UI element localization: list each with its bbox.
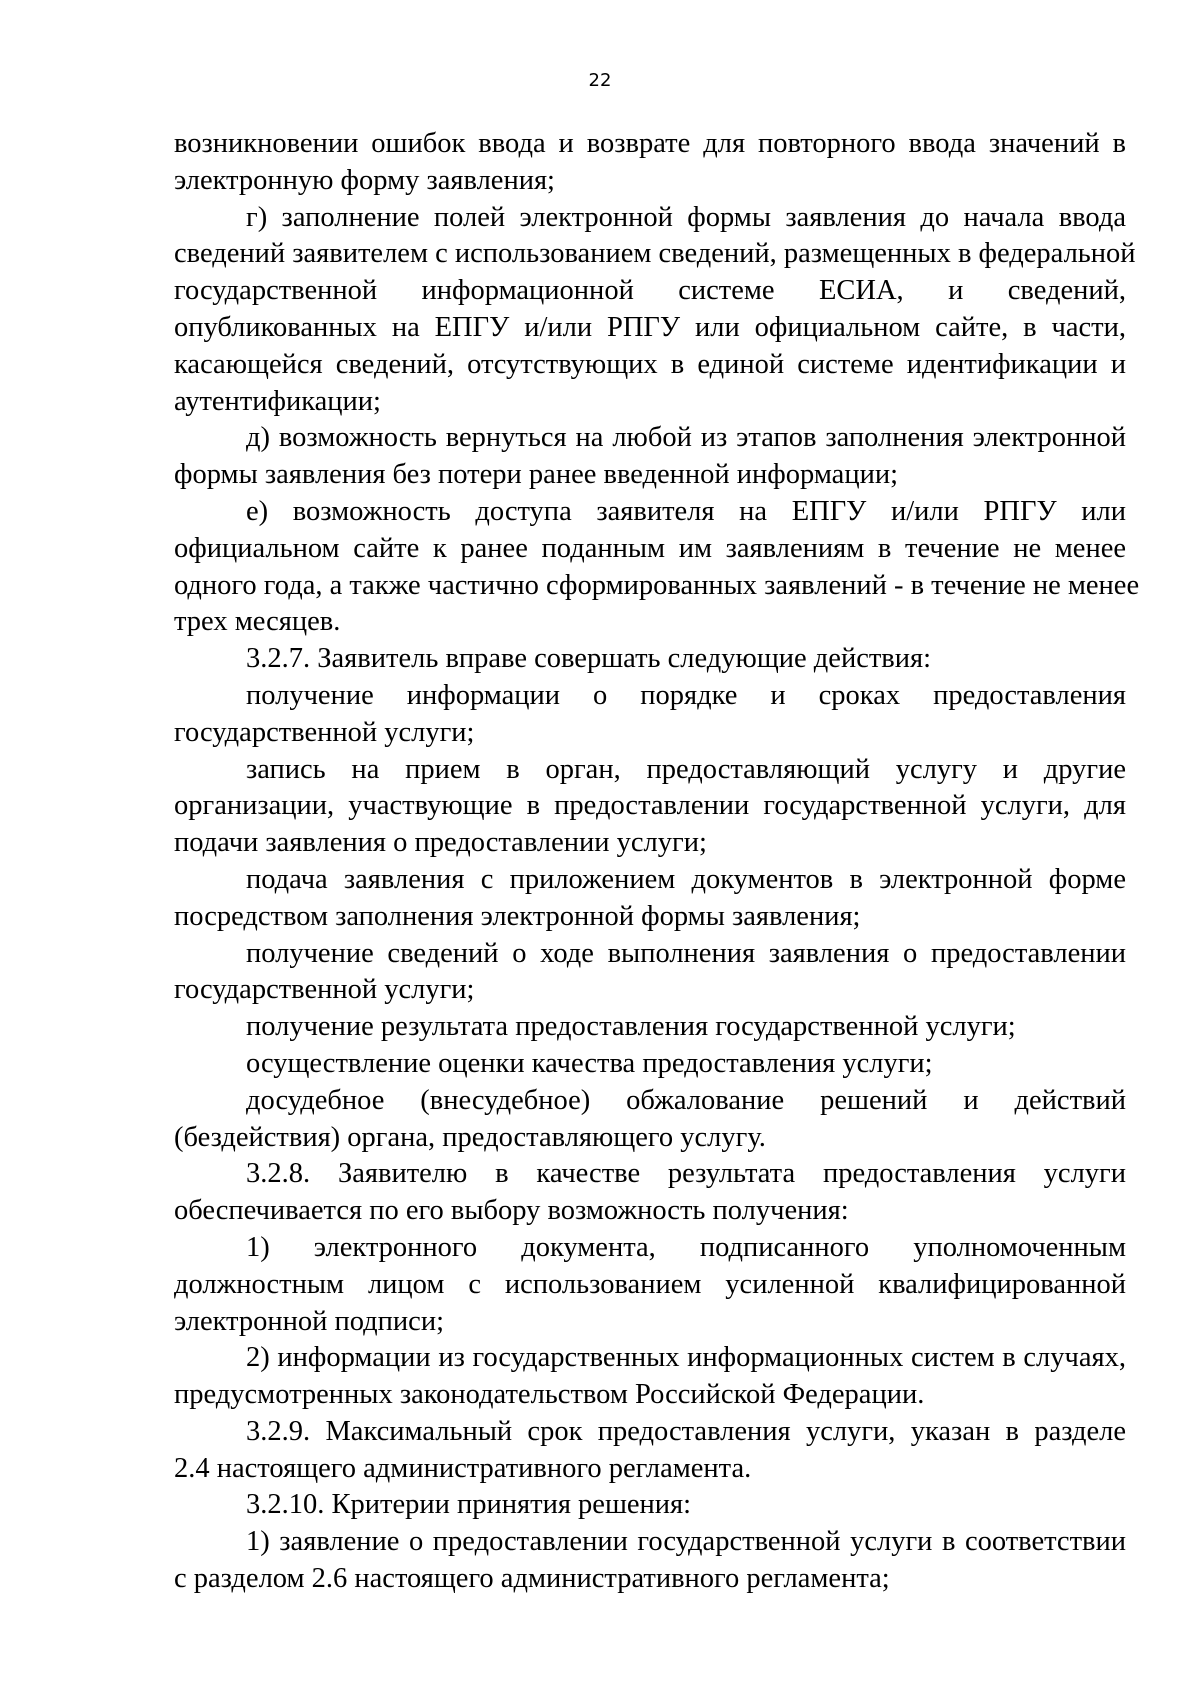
text-line: д) возможность вернуться на любой из этапов заполнения электронной <box>246 422 1126 454</box>
paragraph <box>174 862 1126 936</box>
text-line: 3.2.8. Заявителю в качестве результата предоставления услуги <box>246 1158 1126 1190</box>
paragraph <box>174 1083 1126 1157</box>
text-line: 2) информации из государственных информационных систем в случаях, <box>246 1342 1126 1374</box>
text-line: 1) электронного документа, подписанного уполномоченным <box>246 1231 1126 1263</box>
paragraph <box>174 641 1126 678</box>
page-number: 22 <box>588 70 612 91</box>
text-line: электронную форму заявления; <box>174 164 555 196</box>
text-line: аутентификации; <box>174 385 381 417</box>
text-line: официальном сайте к ранее поданным им заявлениям в течение не менее <box>174 532 1126 564</box>
text-line: предусмотренных законодательством Российской Федерации. <box>174 1379 925 1411</box>
document-body <box>174 126 1140 1598</box>
text-line: формы заявления без потери ранее введенной информации; <box>174 459 898 491</box>
paragraph <box>174 1230 1126 1340</box>
text-line: посредством заполнения электронной формы заявления; <box>174 900 861 932</box>
text-line: электронной подписи; <box>174 1305 444 1337</box>
paragraph <box>174 1156 1126 1230</box>
paragraph <box>174 1524 1126 1598</box>
paragraph <box>174 200 1136 421</box>
text-line: 3.2.9. Максимальный срок предоставления услуги, указан в разделе <box>246 1415 1126 1447</box>
text-line: г) заполнение полей электронной формы заявления до начала ввода <box>246 201 1126 233</box>
text-line: получение информации о порядке и сроках предоставления <box>246 679 1126 711</box>
text-line: досудебное (внесудебное) обжалование решений и действий <box>246 1084 1126 1116</box>
text-line: одного года, а также частично сформированных заявлений - в течение не менее <box>174 569 1140 601</box>
text-line: касающейся сведений, отсутствующих в единой системе идентификации и <box>174 348 1126 380</box>
text-line: с разделом 2.6 настоящего административного регламента; <box>174 1563 890 1595</box>
paragraph <box>174 1340 1126 1414</box>
text-line: получение сведений о ходе выполнения заявления о предоставлении <box>246 937 1126 969</box>
text-line: государственной информационной системе ЕСИА, и сведений, <box>174 275 1126 307</box>
text-line: опубликованных на ЕПГУ и/или РПГУ или официальном сайте, в части, <box>174 311 1126 343</box>
text-line: государственной услуги; <box>174 716 475 748</box>
paragraph <box>174 1009 1126 1046</box>
text-line: возникновении ошибок ввода и возврате для повторного ввода значений в <box>174 128 1126 159</box>
text-line: осуществление оценки качества предоставления услуги; <box>246 1047 933 1079</box>
paragraph <box>174 678 1126 752</box>
text-line: запись на прием в орган, предоставляющий услугу и другие <box>246 753 1126 785</box>
text-line: (бездействия) органа, предоставляющего услугу. <box>174 1121 766 1153</box>
text-line: 3.2.10. Критерии принятия решения: <box>246 1489 692 1521</box>
text-line: обеспечивается по его выбору возможность получения: <box>174 1195 849 1227</box>
text-line: 1) заявление о предоставлении государственной услуги в соответствии <box>246 1526 1126 1558</box>
paragraph <box>174 494 1140 641</box>
paragraph <box>174 936 1126 1010</box>
text-line: трех месяцев. <box>174 606 341 638</box>
text-line: организации, участвующие в предоставлении государственной услуги, для <box>174 790 1126 822</box>
text-line: 2.4 настоящего административного регламента. <box>174 1452 752 1484</box>
text-line: должностным лицом с использованием усиленной квалифицированной <box>174 1268 1126 1300</box>
text-line: подачи заявления о предоставлении услуги; <box>174 827 707 859</box>
text-line: 3.2.7. Заявитель вправе совершать следующие действия: <box>246 643 932 675</box>
text-line: государственной услуги; <box>174 974 475 1006</box>
text-line: получение результата предоставления государственной услуги; <box>246 1011 1016 1043</box>
paragraph <box>174 1046 1126 1083</box>
paragraph <box>174 752 1126 862</box>
paragraph <box>174 126 1126 200</box>
text-line: подача заявления с приложением документов в электронной форме <box>246 863 1126 895</box>
paragraph <box>174 1487 1126 1524</box>
text-line: сведений заявителем с использованием сведений, размещенных в федеральной <box>174 238 1136 270</box>
text-line: е) возможность доступа заявителя на ЕПГУ и/или РПГУ или <box>246 495 1126 527</box>
paragraph <box>174 1414 1126 1488</box>
paragraph <box>174 420 1126 494</box>
